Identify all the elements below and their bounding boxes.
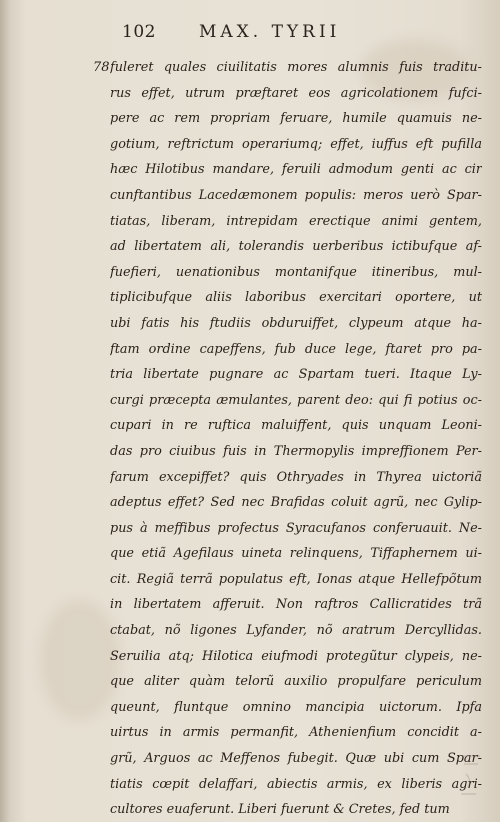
text-line: que aliter quàm telorũ auxilio propulfare periculum — [110, 674, 482, 690]
running-head — [122, 22, 482, 46]
text-line: cit. Regiã terrã populatus eft, Ionas atque Hellefpõtum — [110, 571, 482, 587]
text-line: grũ, Arguos ac Meffenos fubegit. Quæ ubi cum Spar- — [110, 751, 482, 767]
text-line: ctabat, nõ ligones Lyfander, nõ aratrum Dercyllidas. — [110, 623, 482, 639]
text-line: ftam ordine capeffens, fub duce lege, ftaret pro pa- — [110, 341, 482, 357]
body-text — [110, 55, 482, 822]
text-line: cupari in re ruftica maluiffent, quis unquam Leoni- — [110, 418, 482, 434]
text-line: ad libertatem ali, tolerandis uerberibus ictibufque af- — [110, 239, 482, 255]
text-line: tria libertate pugnare ac Spartam tueri. Itaque Ly- — [110, 367, 482, 383]
text-line: das pro ciuibus fuis in Thermopylis impreffionem Per- — [110, 443, 482, 459]
text-line: curgi præcepta æmulantes, parent deo: qui fi potius oc- — [110, 392, 482, 408]
text-line: pus à meffibus profectus Syracufanos conferuauit. Ne- — [110, 520, 482, 536]
text-line: fuleret quales ciuilitatis mores alumnis fuis traditu- — [110, 60, 482, 75]
text-line: fuefieri, uenationibus montanifque itineribus, mul- — [110, 264, 482, 280]
text-line: cunftantibus Lacedæmonem populis: meros uerò Spar- — [110, 187, 482, 203]
text-line: hæc Hilotibus mandare, feruili admodum genti ac cir — [110, 162, 482, 178]
text-line: pere ac rem propriam feruare, humile quamuis ne- — [110, 111, 482, 127]
text-line: queunt, fluntque omnino mancipia uictorum. Ipfa — [110, 699, 482, 715]
text-line: uirtus in armis permanfit, Athenienfium concidit a- — [110, 725, 482, 741]
text-line: rus effet, utrum præftaret eos agricolationem fufci- — [110, 85, 482, 101]
text-line: in libertatem afferuit. Non raftros Callicratides trã — [110, 597, 482, 613]
text-line: tiatas, liberam, intrepidam erectique animi gentem, — [110, 213, 482, 229]
text-line: Seruilia atq; Hilotica eiufmodi protegũtur clypeis, ne- — [110, 648, 482, 664]
page-number: 102 — [122, 22, 156, 42]
paper-stain — [40, 600, 120, 720]
margin-note: 78 — [93, 60, 110, 75]
text-line: que etiã Agefilaus uineta relinquens, Tiffaphernem ui- — [110, 546, 482, 562]
text-line: farum excepiffet? quis Othryades in Thyrea uictoriã — [110, 469, 482, 485]
text-line: cultores euaferunt. Liberi fuerunt & Cretes, fed tum — [110, 802, 450, 818]
show-through-mark — [458, 754, 484, 800]
text-line: ubi fatis his ftudiis obduruiffet, clypeum atque ha- — [110, 315, 482, 331]
text-line: tiatis cœpit delaffari, abiectis armis, ex liberis agri- — [110, 776, 482, 792]
text-line: adeptus effet? Sed nec Brafidas coluit agrũ, nec Gylip- — [110, 495, 482, 511]
text-line: gotium, reftrictum operariumq; effet, iuffus eft pufilla — [110, 136, 482, 152]
text-line: tiplicibufque aliis laboribus exercitari oportere, ut — [110, 290, 482, 306]
running-title: MAX. TYRII — [199, 22, 341, 42]
